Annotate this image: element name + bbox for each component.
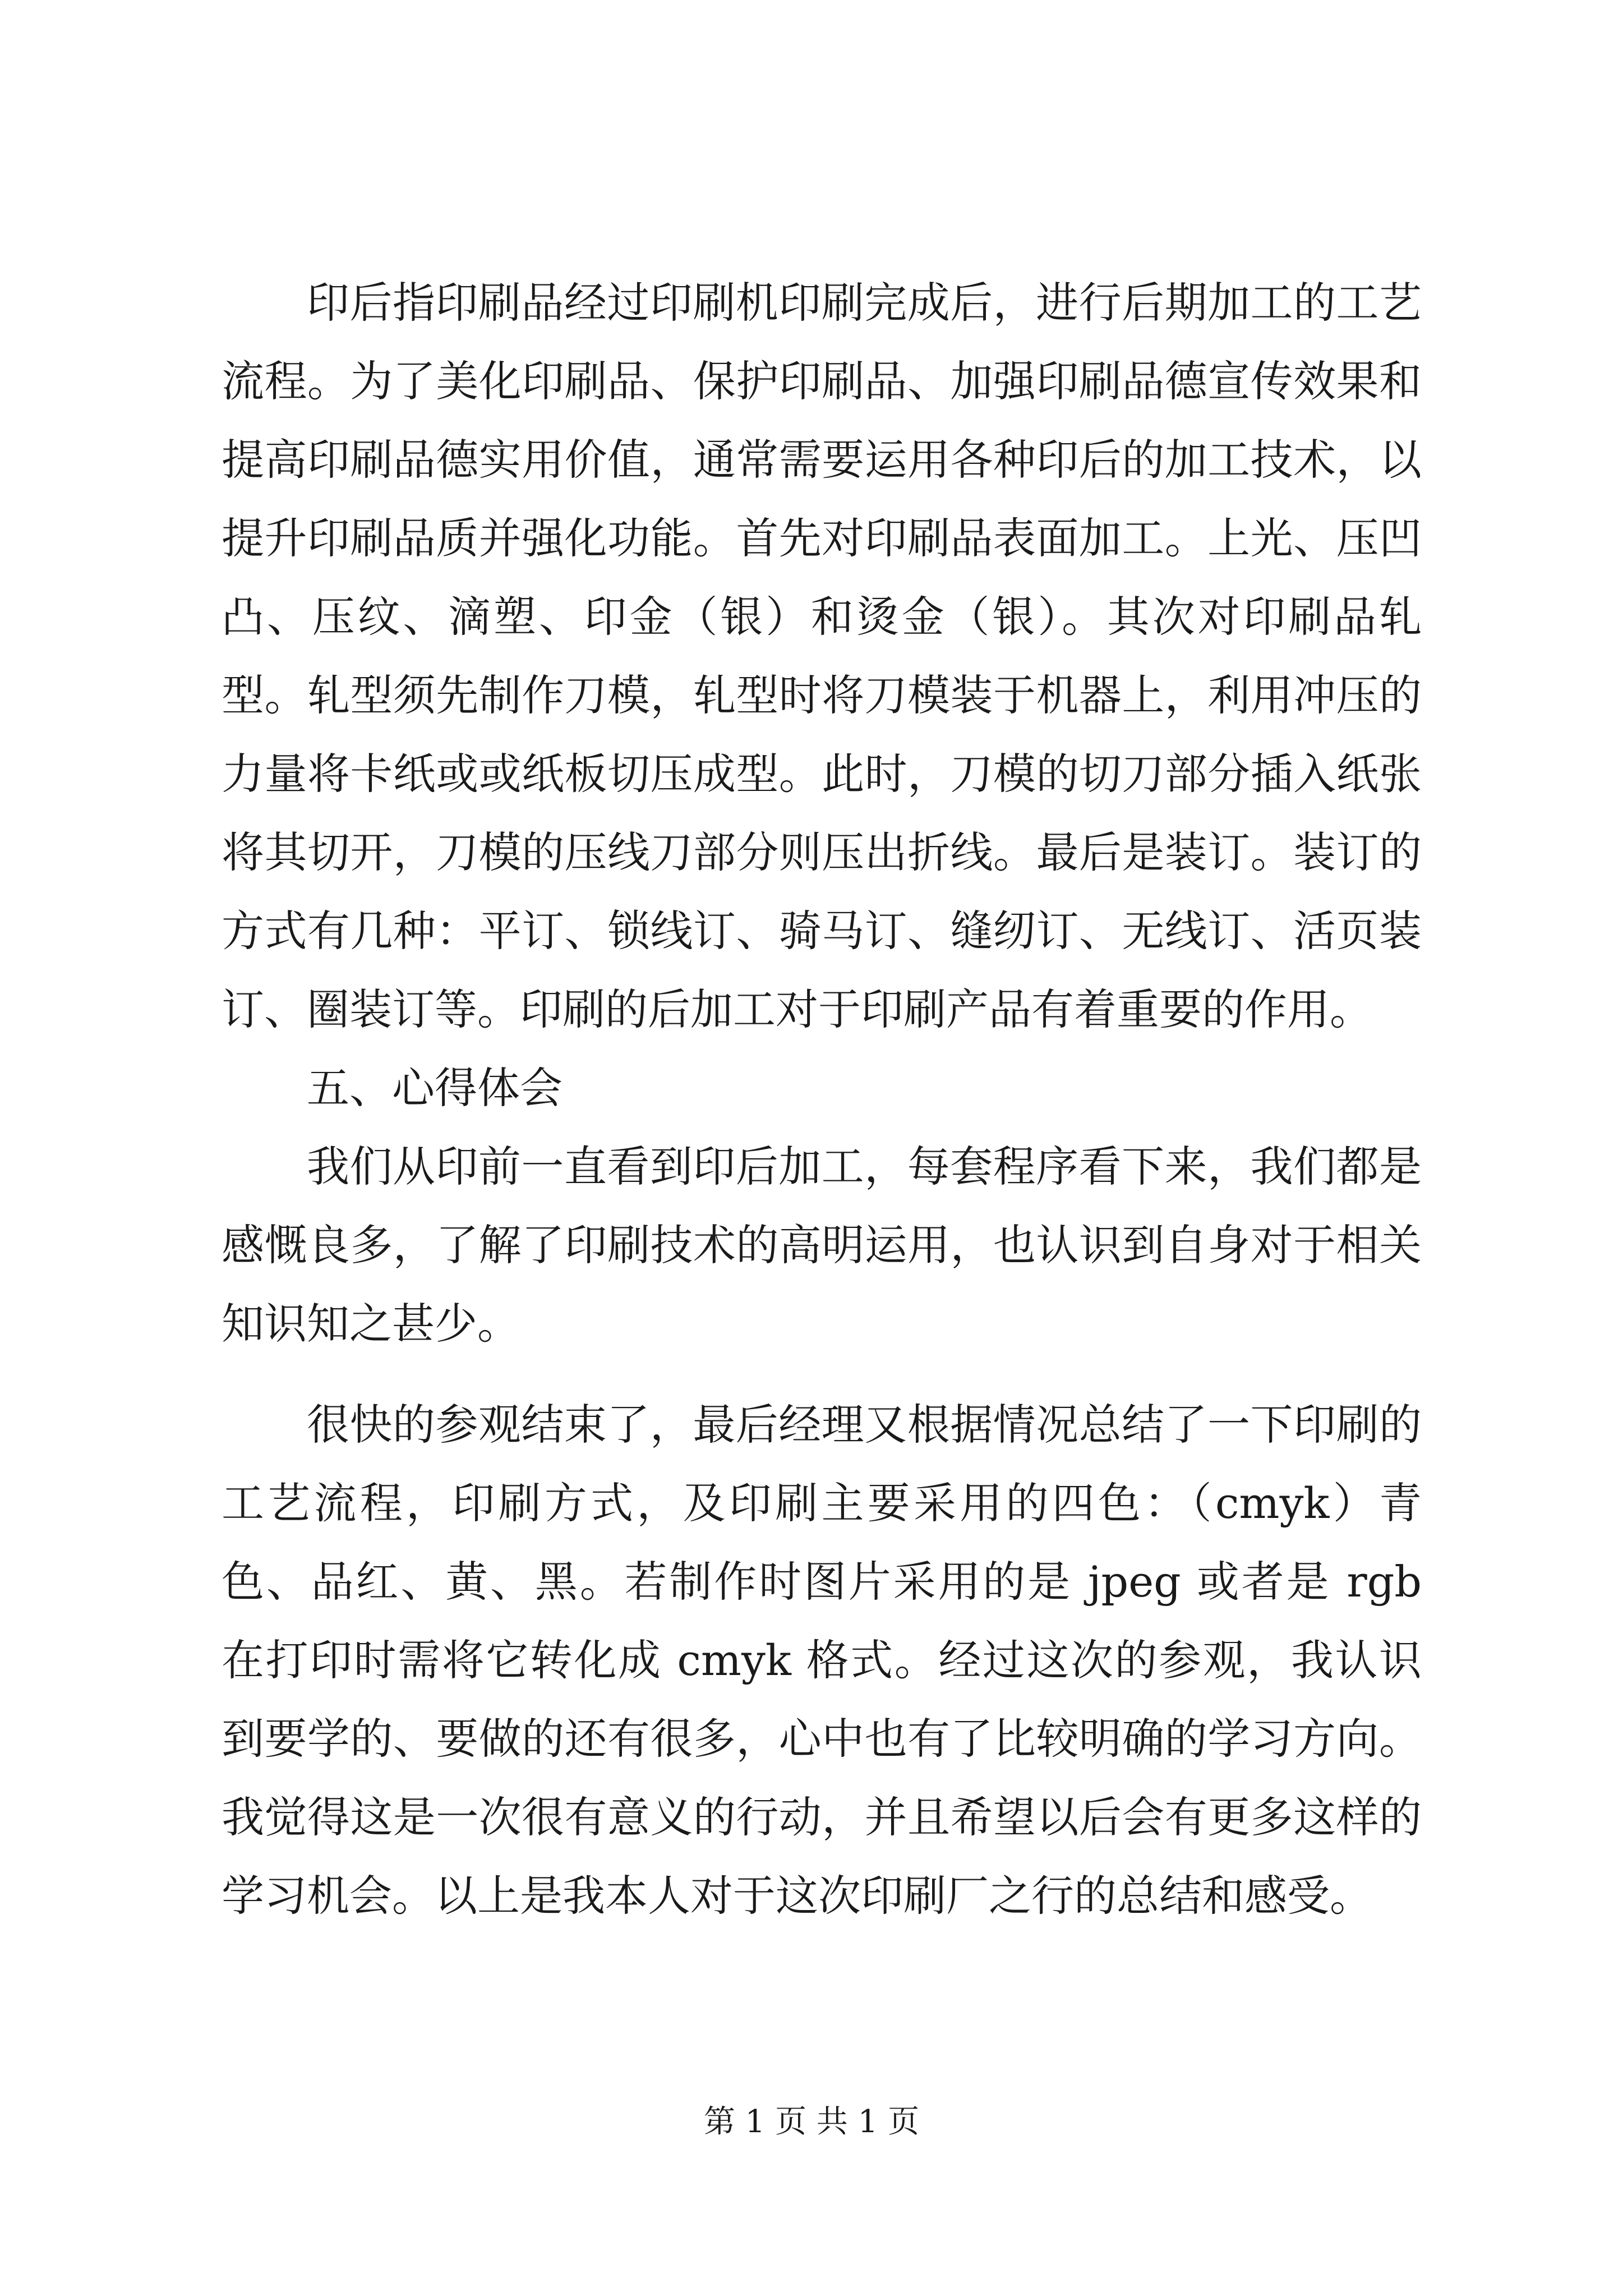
page-footer: 第 1 页 共 1 页 [703,2104,920,2140]
document-body [222,264,1422,1935]
paragraph-summary: 很快的参观结束了，最后经理又根据情况总结了一下印刷的工艺流程，印刷方式，及印刷主要采用的四色：（cmyk）青色、品红、黄、黑。若制作时图片采用的是 jpeg 或者是 rgb 在打印时需将它转化成 cmyk 格式。经过这次的参观，我认识到要学的、要做的还有很多，心中也有了比较明确的学习方向。我觉得这是一次很有意义的行动，并且希望以后会有更多这样的学习机会。以上是我本人对于这次印刷厂之行的总结和感受。 [222,1400,1422,1921]
section-heading-reflections: 五、心得体会 [307,1063,562,1113]
paragraph-impressions: 我们从印前一直看到印后加工，每套程序看下来，我们都是感慨良多，了解了印刷技术的高明运用，也认识到自身对于相关知识知之甚少。 [222,1142,1422,1349]
paragraph-post-press: 印后指印刷品经过印刷机印刷完成后，进行后期加工的工艺流程。为了美化印刷品、保护印刷品、加强印刷品德宣传效果和提高印刷品德实用价值，通常需要运用各种印后的加工技术，以提升印刷品质并强化功能。首先对印刷品表面加工。上光、压凹凸、压纹、滴塑、印金（银）和烫金（银）。其次对印刷品轧型。轧型须先制作刀模，轧型时将刀模装于机器上，利用冲压的力量将卡纸或或纸板切压成型。此时，刀模的切刀部分插入纸张将其切开，刀模的压线刀部分则压出折线。最后是装订。装订的方式有几种：平订、锁线订、骑马订、缝纫订、无线订、活页装订、圈装订等。印刷的后加工对于印刷产品有着重要的作用。 [222,278,1422,1034]
